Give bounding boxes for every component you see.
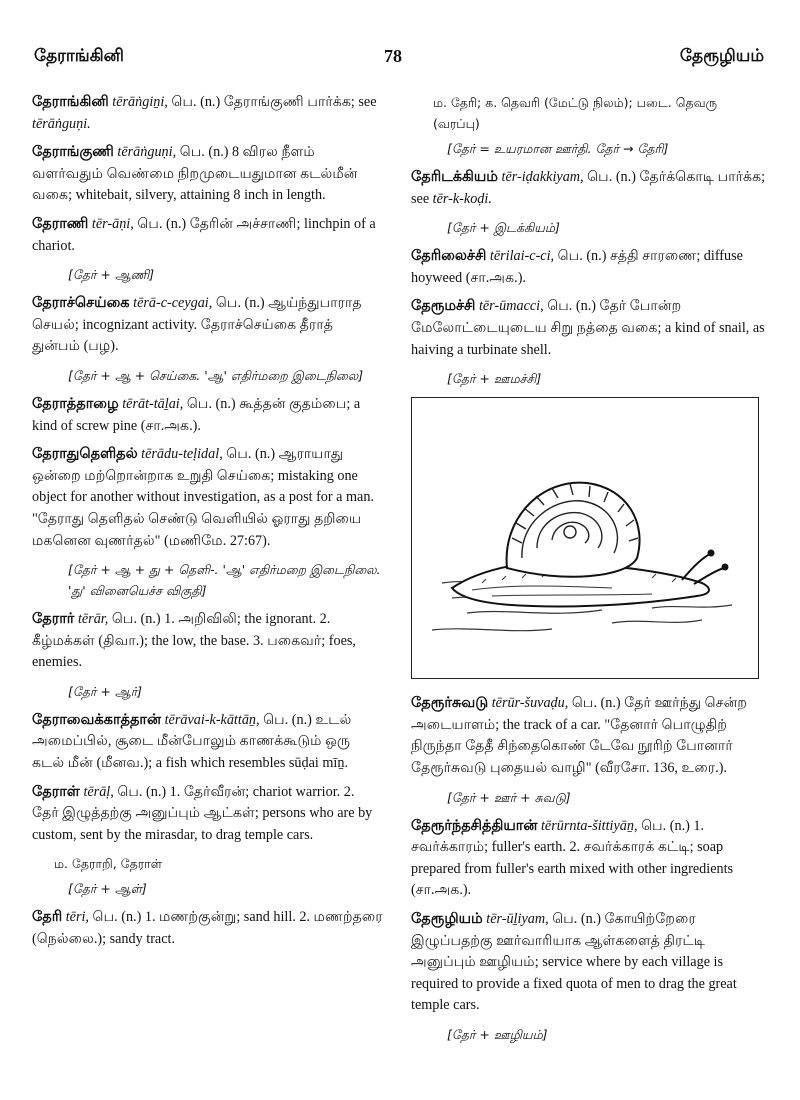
transliteration: tērā-c-ceygai, — [133, 295, 213, 312]
headword: தேரூர்சுவடு — [411, 695, 489, 712]
headword: தேரூர்ந்தசித்தியான் — [411, 817, 538, 834]
transliteration: tērādu-teḷidal, — [141, 446, 223, 463]
dictionary-entry — [411, 296, 767, 361]
header-left-guide-word: தேராங்கினி — [34, 46, 124, 66]
dictionary-entry — [32, 609, 384, 674]
snail-illustration — [411, 397, 759, 679]
cross-reference: tērāṅguṇi. — [32, 115, 91, 132]
etymology: [தேர் + ஆ + து + தெளி-. 'ஆ' எதிர்மறை இடைநிலை. 'து' வினையெச்ச விகுதி] — [68, 562, 381, 599]
definition: பெ. (n.) தேர் ஊர்ந்து சென்ற அடையாளம்; the track of a car. "தேனார் பொழுதிற் நிருந்தா தேதீ சிந்தைகொண் டேவே நூரிற் போனார் தேரூர்சுவடு புதையல் வாழி" (வீரசோ. 136, உரை.). — [411, 695, 747, 776]
etymology: [தேர் + ஆள்] — [68, 881, 147, 897]
cognate-note: ம. தேராறி, தேராள் — [54, 856, 162, 872]
definition: பெ. (n.) தேரின் அச்சாணி; linchpin of a chariot. — [32, 215, 376, 254]
left-column — [32, 92, 384, 958]
cognate-note: ம. தேரி; க. தெவரி (மேட்டு நிலம்); படை. தெவரு (வரப்பு) — [433, 95, 718, 131]
dictionary-entry — [411, 909, 767, 1017]
definition: பெ. (n.) சத்தி சாரணை; diffuse hoyweed (சா.அக.). — [411, 248, 743, 286]
headword: தேராணி — [32, 215, 89, 232]
definition: பெ. (n.) 1. அறிவிலி; the ignorant. 2. கீழ்மக்கள் (திவா.); the low, the base. 3. பகைவர்; foes, enemies. — [32, 611, 356, 671]
definition: பெ. (n.) தேர்க்கொடி பார்க்க; see — [411, 169, 766, 207]
dictionary-entry — [32, 92, 384, 135]
dictionary-entry — [32, 907, 384, 950]
headword: தேரிடக்கியம் — [411, 169, 498, 185]
etymology: [தேர் + ஊழியம்] — [447, 1026, 548, 1042]
dictionary-entry — [411, 693, 767, 779]
transliteration: tērāḷ, — [83, 783, 114, 800]
transliteration: tērāt-tāḻai, — [122, 395, 184, 412]
page-number: 78 — [384, 46, 402, 66]
definition: பெ. (n.) தேர் போன்ற மேலோட்டையுடைய சிறு நத்தை வகை; a kind of snail, as haiving a turbinate shell. — [411, 298, 765, 358]
transliteration: tērāṅgiṉi, — [112, 94, 168, 110]
headword: தேரூமச்சி — [411, 298, 476, 315]
right-column — [411, 92, 767, 1053]
headword: தேரார் — [32, 611, 75, 628]
transliteration: tērār, — [77, 611, 109, 628]
headword: தேராங்கினி — [32, 94, 109, 110]
transliteration: tērūrnta-šittiyāṉ, — [540, 817, 638, 834]
etymology: [தேர் = உயரமான ஊர்தி. தேர் → தேரி] — [447, 141, 669, 156]
headword: தேராள் — [32, 783, 80, 800]
definition: பெ. (n.) ஆராயாது ஒன்றை மற்றொன்றாக உறுதி செய்கை; mistaking one object for another without investigation, as a post for a man. "தேராது தெளிதல் செண்டு வெளியில் ஓராது தறியை மகனென வுணர்தல்" (மணிமே. 27:67). — [32, 446, 374, 549]
transliteration: tēri, — [65, 909, 89, 926]
etymology: [தேர் + ஊமச்சி] — [447, 371, 542, 387]
definition: பெ. (n.) கூத்தன் குதம்பை; a kind of screw pine (சா.அக.). — [32, 395, 361, 434]
dictionary-entry — [411, 816, 767, 902]
dictionary-entry — [32, 710, 384, 775]
transliteration: tērūr-šuvaḍu, — [491, 695, 569, 712]
definition: பெ. (n.) 1. தேர்வீரன்; chariot warrior. 2. தேர் இழுத்தற்கு அனுப்பும் ஆட்கள்; persons who are by custom, sent by the mirasdar, to drag temple cars. — [32, 783, 373, 843]
headword: தேராதுதெளிதல் — [32, 446, 138, 463]
definition: பெ. (n.) கோயிற்றேரை இழுப்பதற்கு ஊர்வாரியாக ஆள்களைத் திரட்டி அனுப்பும் ஊழியம்; service where by each village is required to provide a fixed quota of men to drag the great temple cars. — [411, 910, 737, 1014]
definition: பெ. (n.) உடல் அமைப்பில், சூடை மீன்போலும் காணக்கூடும் ஒரு கடல் மீன் (மீனவ.); a fish which resembles sūḍai mīṉ. — [32, 711, 352, 772]
transliteration: tēr-ūmacci, — [478, 298, 544, 315]
transliteration: tēr-iḍakkiyam, — [501, 169, 584, 185]
transliteration: tēr-ūḻiyam, — [486, 910, 549, 927]
dictionary-entry — [32, 142, 384, 207]
transliteration: tērāṅguṇi, — [117, 144, 177, 161]
headword: தேராங்குணி — [32, 144, 114, 161]
headword: தேராச்செய்கை — [32, 295, 130, 312]
snail-drawing — [412, 398, 758, 678]
etymology: [தேர் + ஆர்] — [68, 683, 143, 699]
page-header — [0, 0, 800, 80]
headword: தேரூழியம் — [411, 910, 483, 927]
dictionary-entry — [32, 293, 384, 358]
dictionary-entry — [32, 782, 384, 847]
right-column-bottom — [411, 693, 767, 1045]
definition: பெ. (n.) 1. மணற்குன்று; sand hill. 2. மணற்தரை (நெல்லை.); sandy tract. — [32, 909, 383, 948]
definition: பெ. (n.) 8 விரல நீளம் வளர்வதும் வெண்மை நிறமுடையதுமான கடல்மீன் வகை; whitebait, silvery, attaining 8 inch in length. — [32, 144, 358, 204]
transliteration: tēr-āṇi, — [91, 215, 134, 232]
dictionary-entry — [411, 246, 767, 289]
headword: தேராத்தாழை — [32, 395, 119, 412]
header-right-guide-word: தேரூழியம் — [679, 46, 764, 66]
etymology: [தேர் + ஆணி] — [68, 267, 155, 283]
cross-reference: tēr-k-koḍi. — [432, 190, 492, 207]
transliteration: tērāvai-k-kāttāṉ, — [164, 711, 260, 728]
headword: தேரி — [32, 909, 63, 926]
definition: பெ. (n.) 1. சவர்க்காரம்; fuller's earth. 2. சவர்க்காரக் கட்டி; soap prepared from fuller's earth mixed with other ingredients (சா.அக.). — [411, 817, 734, 899]
dictionary-entry — [32, 214, 384, 257]
transliteration: tērilai-c-ci, — [489, 248, 555, 265]
etymology: [தேர் + ஊர் + சுவடு] — [447, 789, 571, 805]
headword: தேரிலைச்சி — [411, 248, 487, 265]
dictionary-entry — [32, 394, 384, 437]
etymology: [தேர் + இடக்கியம்] — [447, 220, 560, 236]
dictionary-entry — [32, 444, 384, 552]
etymology: [தேர் + ஆ + செய்கை. 'ஆ' எதிர்மறை இடைநிலை] — [68, 367, 364, 383]
dictionary-entry — [411, 167, 767, 210]
right-column-top — [411, 92, 767, 389]
definition: பெ. (n.) தேராங்குணி பார்க்க; see — [167, 94, 377, 110]
headword: தேராவைக்காத்தான் — [32, 711, 162, 728]
definition: பெ. (n.) ஆய்ந்துபாராத செயல்; incognizant activity. தேராச்செய்கை தீராத் துன்பம் (பழ). — [32, 295, 362, 355]
